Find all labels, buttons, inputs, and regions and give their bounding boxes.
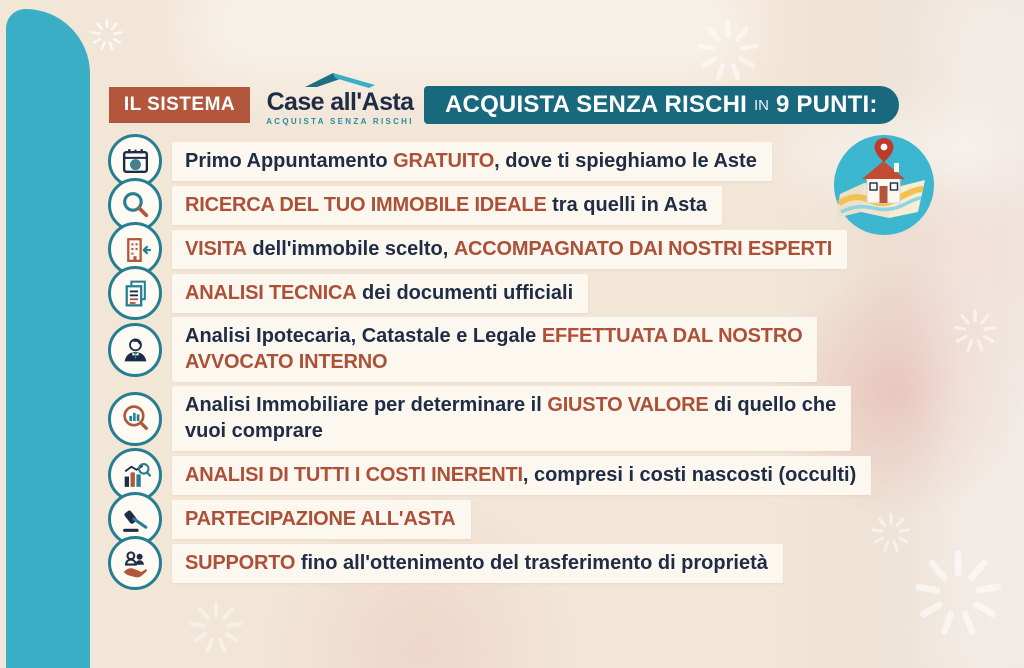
point-label: dei documenti ufficiali xyxy=(356,281,574,304)
point-highlight: GRATUITO xyxy=(393,149,495,172)
point-label: vuoi comprare xyxy=(185,420,323,442)
point-label: Analisi Ipotecaria, Catastale e Legale xyxy=(185,325,542,347)
brand-logo xyxy=(256,72,424,126)
point-row xyxy=(108,386,871,451)
point-label: , dove ti spieghiamo le Aste xyxy=(494,149,757,172)
il-sistema-badge: IL SISTEMA xyxy=(109,87,250,123)
roof-icon xyxy=(303,72,377,89)
sparkle-icon xyxy=(870,512,912,554)
point-row xyxy=(108,185,871,225)
point-label: Analisi Immobiliare per determinare il xyxy=(185,394,548,416)
point-text xyxy=(172,186,722,225)
point-row xyxy=(108,229,871,269)
point-highlight: PARTECIPAZIONE ALL'ASTA xyxy=(185,507,456,530)
sparkle-icon xyxy=(912,548,1004,640)
sparkle-icon xyxy=(695,18,761,84)
point-label: fino all'ottenimento del trasferimento di proprietà xyxy=(295,551,768,574)
point-label: tra quelli in Asta xyxy=(546,193,707,216)
point-row xyxy=(108,455,871,495)
sidebar-accent-bar xyxy=(6,9,90,668)
support-hand-icon xyxy=(108,536,162,590)
point-text xyxy=(172,386,851,451)
point-highlight: SUPPORTO xyxy=(185,551,296,574)
document-icon xyxy=(108,266,162,320)
banner-connector: IN xyxy=(754,96,769,114)
point-highlight: ANALISI DI TUTTI I COSTI INERENTI xyxy=(185,463,523,486)
brand-name: Case all'Asta xyxy=(266,88,414,116)
point-highlight: ANALISI TECNICA xyxy=(185,281,357,304)
sparkle-icon xyxy=(188,600,244,656)
point-highlight: RICERCA DEL TUO IMMOBILE IDEALE xyxy=(185,193,547,216)
point-label: , compresi i costi nascosti (occulti) xyxy=(522,463,857,486)
point-label: di quello che xyxy=(708,394,837,416)
points-list xyxy=(108,141,871,587)
point-text xyxy=(172,274,588,313)
point-highlight: EFFETTUATA DAL NOSTRO xyxy=(541,325,803,347)
point-row xyxy=(108,317,871,382)
sparkle-icon xyxy=(90,18,124,52)
point-text xyxy=(172,230,847,269)
point-row xyxy=(108,543,871,583)
sparkle-icon xyxy=(952,308,998,354)
point-text xyxy=(172,317,817,382)
point-text xyxy=(172,544,783,583)
point-label: dell'immobile scelto, xyxy=(246,237,454,260)
point-highlight: VISITA xyxy=(185,237,247,260)
point-label: Primo Appuntamento xyxy=(185,149,394,172)
lawyer-avatar-icon xyxy=(108,323,162,377)
title-banner xyxy=(424,86,899,124)
point-text xyxy=(172,500,471,539)
background-glow xyxy=(190,0,750,80)
brand-tagline: ACQUISTA SENZA RISCHI xyxy=(266,117,414,126)
point-highlight: ACCOMPAGNATO DAI NOSTRI ESPERTI xyxy=(453,237,833,260)
point-highlight: AVVOCATO INTERNO xyxy=(185,351,388,373)
point-row xyxy=(108,273,871,313)
banner-tail: 9 PUNTI: xyxy=(776,91,878,118)
banner-lead: ACQUISTA SENZA RISCHI xyxy=(445,91,747,118)
point-row xyxy=(108,499,871,539)
point-row xyxy=(108,141,871,181)
point-text xyxy=(172,142,772,181)
point-text xyxy=(172,456,871,495)
point-highlight: GIUSTO VALORE xyxy=(547,394,709,416)
value-magnifier-icon xyxy=(108,392,162,446)
